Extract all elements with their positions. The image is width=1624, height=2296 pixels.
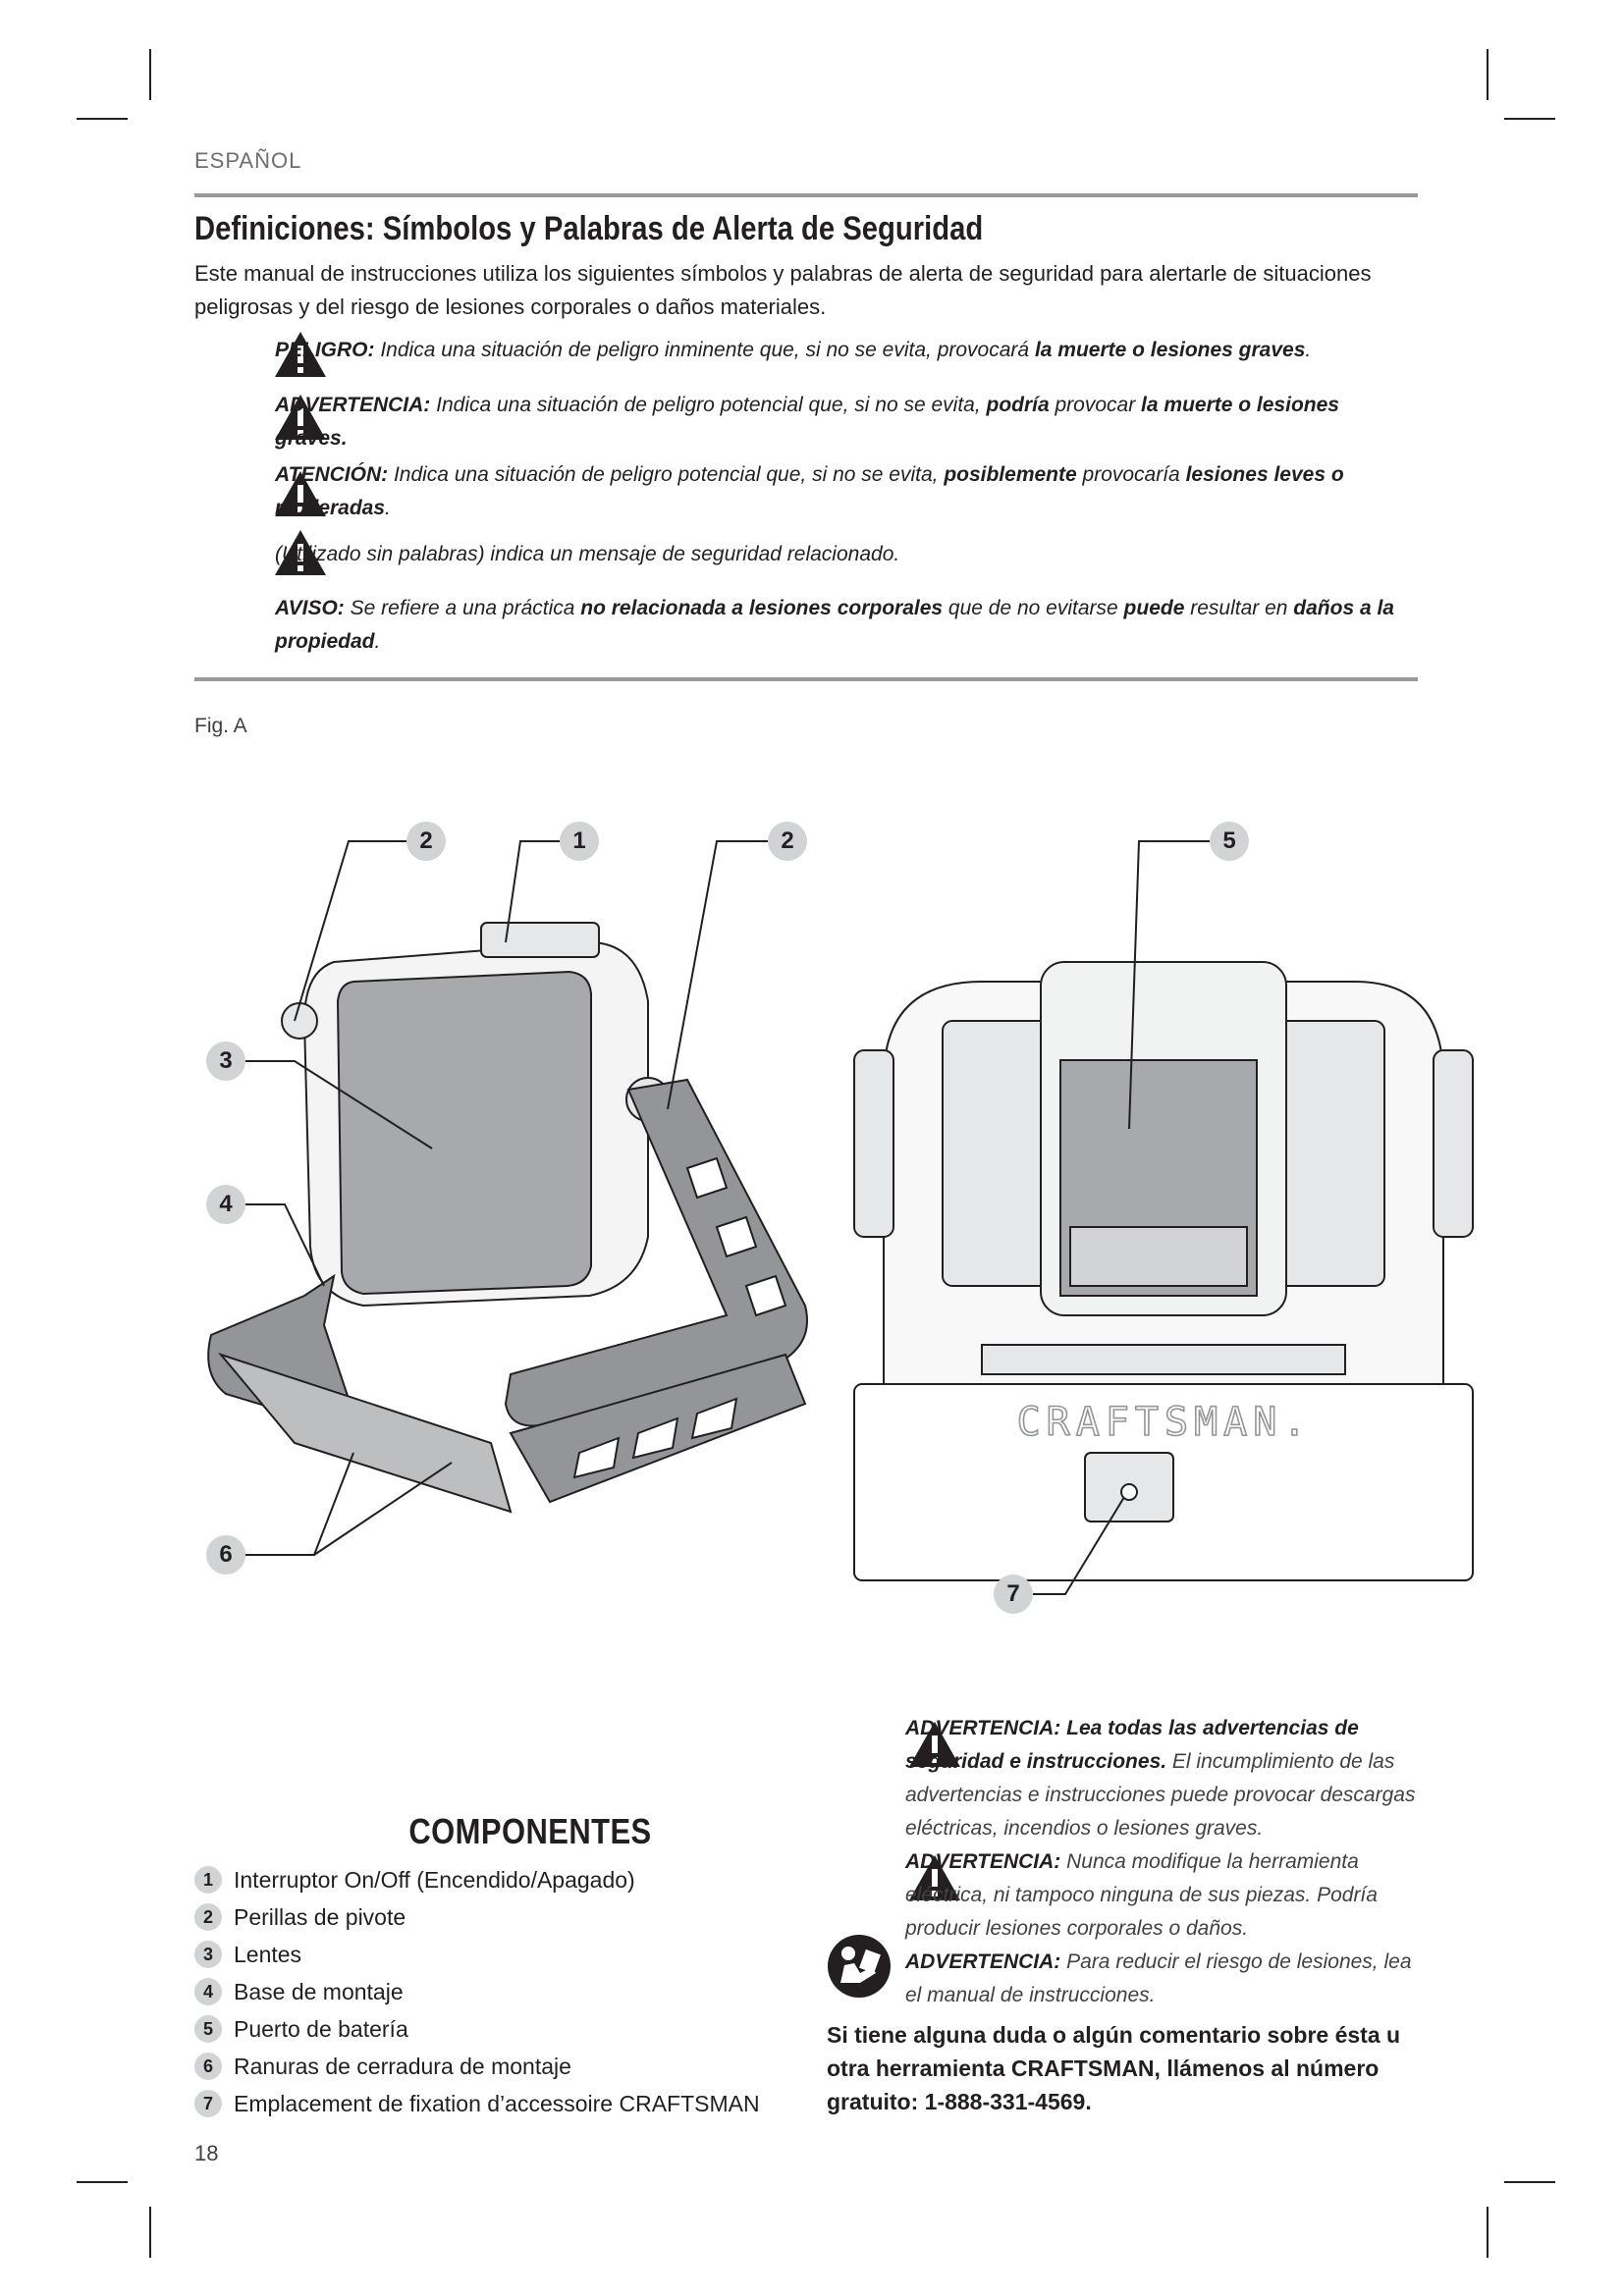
advertencia-text: Indica una situación de peligro potencial que, si no se evita,: [430, 394, 987, 416]
item-label: Perillas de pivote: [234, 1903, 406, 1930]
warning-read-all-text: El incumplimiento de las advertencias e instrucciones puede provocar descargas eléctricas, incendios o lesiones graves.: [905, 1750, 1416, 1840]
page-number: 18: [194, 2141, 219, 2165]
advertencia-bold2: la muerte o lesiones graves.: [275, 394, 1339, 450]
list-item: [194, 2010, 760, 2048]
item-number-badge: 2: [194, 1903, 222, 1931]
list-item: [194, 1861, 760, 1898]
callout-1: 1: [560, 822, 599, 861]
warning-no-modify: [905, 1845, 1426, 1946]
atencion-bold2: lesiones leves o moderadas: [275, 463, 1344, 519]
definition-symbol-only: (Utilizado sin palabras) indica un mensaje de seguridad relacionado.: [275, 543, 900, 565]
contact-info: Si tiene alguna duda o algún comentario sobre ésta u otra herramienta CRAFTSMAN, llámenos al número gratuito: 1-888-331-4569.: [827, 2022, 1401, 2114]
warning-read-manual-label: ADVERTENCIA:: [905, 1950, 1061, 1973]
atencion-text2: provocaría: [1076, 463, 1186, 486]
warning-no-modify-text: Nunca modifique la herramienta eléctrica, ni tampoco ninguna de sus piezas. Podría producir lesiones corporales o daños.: [905, 1850, 1378, 1940]
aviso-bold1: no relacionada a lesiones corporales: [580, 597, 944, 619]
intro-paragraph: Este manual de instrucciones utiliza los siguientes símbolos y palabras de alerta de seguridad para alertarle de situaciones peligrosas y del riesgo de lesiones corporales o daños materiales.: [194, 261, 1372, 319]
components-list: [194, 1861, 760, 2122]
warning-read-all-bold: Lea todas las advertencias de seguridad e instrucciones.: [905, 1717, 1359, 1773]
warning-read-manual: [905, 1946, 1426, 2012]
item-label: Emplacement de fixation d’accessoire CRAFTSMAN: [234, 2090, 760, 2116]
callout-7: 7: [994, 1575, 1033, 1614]
read-manual-icon: [827, 1934, 892, 1999]
aviso-end: .: [374, 630, 381, 653]
page-title: Definiciones: Símbolos y Palabras de Alerta de Seguridad: [194, 210, 984, 247]
aviso-bold2: puede: [1123, 597, 1185, 619]
advertencia-text2: provocar: [1049, 394, 1142, 416]
item-number-badge: 7: [194, 2090, 222, 2117]
item-label: Lentes: [234, 1941, 302, 1967]
list-item: [194, 1973, 760, 2010]
item-number-badge: 5: [194, 2015, 222, 2043]
warning-read-all-label: ADVERTENCIA:: [905, 1717, 1061, 1739]
components-title: COMPONENTES: [408, 1811, 652, 1851]
item-label: Base de montaje: [234, 1978, 404, 2004]
atencion-label: ATENCIÓN:: [275, 463, 389, 486]
aviso-bold3: daños a la propiedad: [275, 597, 1394, 653]
item-label: Interruptor On/Off (Encendido/Apagado): [234, 1866, 635, 1893]
list-item: [194, 2085, 760, 2122]
callout-5: 5: [1210, 822, 1249, 861]
callout-4: 4: [206, 1185, 245, 1224]
list-item: [194, 2048, 760, 2085]
atencion-text: Indica una situación de peligro potencial que, si no se evita,: [388, 463, 945, 486]
peligro-label: PELIGRO:: [275, 339, 375, 361]
aviso-text2: que de no evitarse: [943, 597, 1124, 619]
warning-read-manual-text: Para reducir el riesgo de lesiones, lea el manual de instrucciones.: [905, 1950, 1412, 2006]
callout-2-left: 2: [406, 822, 446, 861]
peligro-bold: la muerte o lesiones graves: [1034, 339, 1306, 361]
aviso-text: Se refiere a una práctica: [344, 597, 581, 619]
item-number-badge: 4: [194, 1978, 222, 2005]
aviso-text3: resultar en: [1184, 597, 1294, 619]
list-item: [194, 1898, 760, 1936]
callout-3: 3: [206, 1041, 245, 1081]
atencion-end: .: [385, 497, 391, 519]
list-item: [194, 1936, 760, 1973]
item-number-badge: 6: [194, 2053, 222, 2080]
aviso-label: AVISO:: [275, 597, 345, 619]
item-number-badge: 3: [194, 1941, 222, 1968]
callout-6: 6: [206, 1535, 245, 1575]
item-label: Puerto de batería: [234, 2015, 408, 2042]
peligro-text: Indica una situación de peligro inminente que, si no se evita, provocará: [374, 339, 1035, 361]
peligro-end: .: [1305, 339, 1312, 361]
light-back-view: [854, 962, 1473, 1580]
item-number-badge: 1: [194, 1866, 222, 1894]
atencion-bold1: posiblemente: [944, 463, 1077, 486]
callout-2-right: 2: [768, 822, 807, 861]
item-label: Ranuras de cerradura de montaje: [234, 2053, 571, 2079]
craftsman-brand-mark: CRAFTSMAN.: [1016, 1400, 1313, 1445]
section-language-tag: ESPAÑOL: [194, 148, 302, 173]
advertencia-bold1: podría: [986, 394, 1050, 416]
advertencia-label: ADVERTENCIA:: [275, 394, 431, 416]
figure-label: Fig. A: [194, 715, 247, 737]
warning-no-modify-label: ADVERTENCIA:: [905, 1850, 1061, 1873]
warning-read-all: [905, 1712, 1426, 1845]
